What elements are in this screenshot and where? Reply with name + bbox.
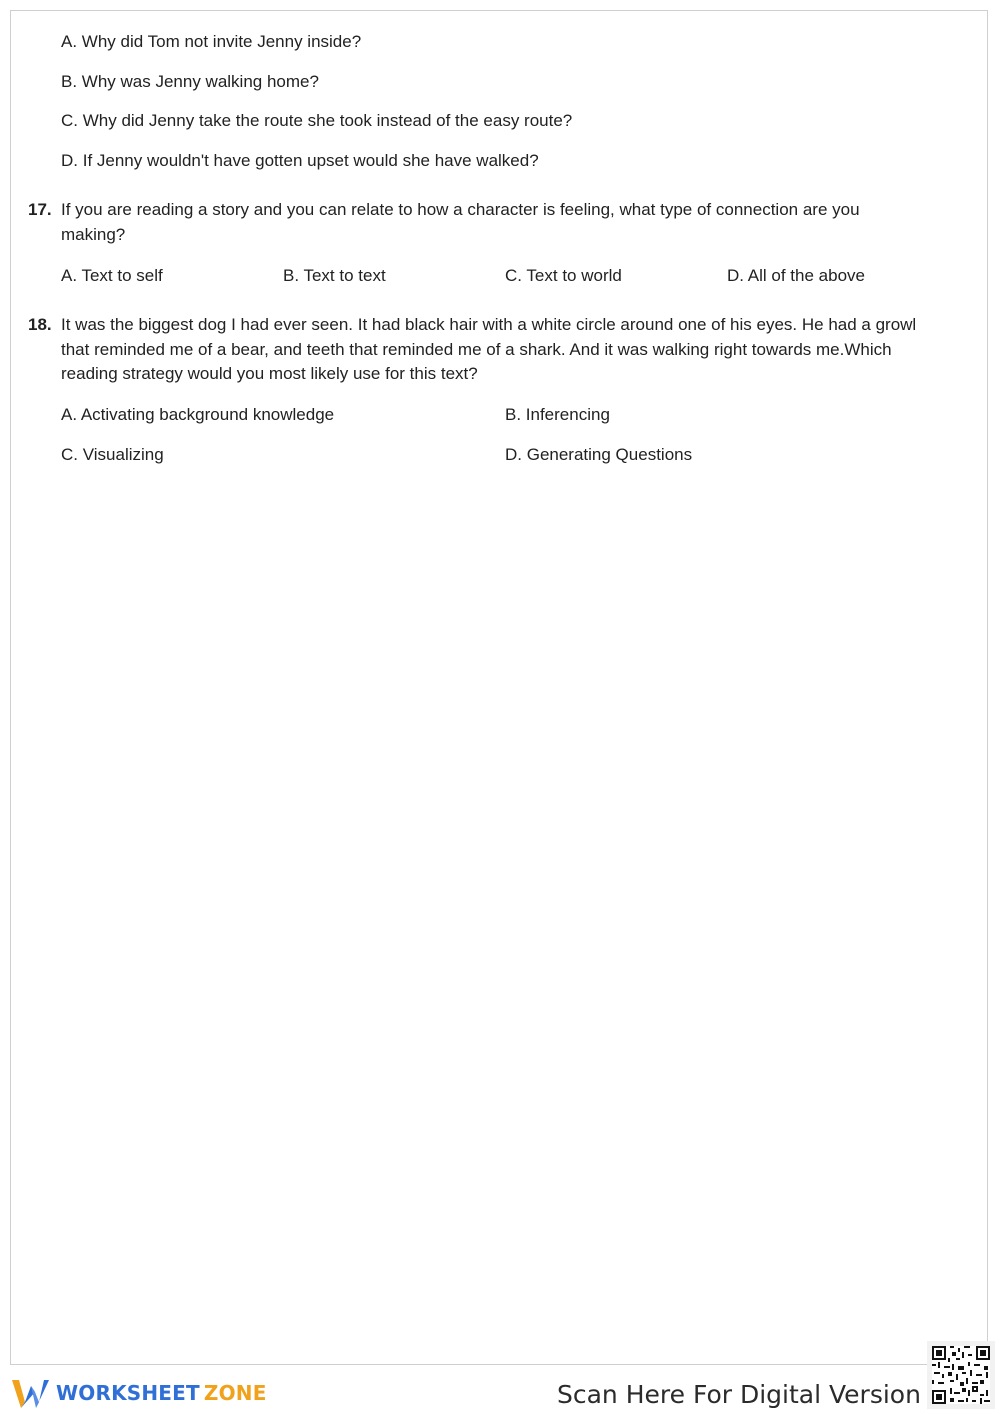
q18-option-b: B. Inferencing [505, 405, 610, 424]
q17-option-c: C. Text to world [505, 266, 622, 285]
qr-code-icon[interactable] [927, 1341, 995, 1409]
scan-label: Scan Here For Digital Version [557, 1380, 921, 1409]
brand-name [56, 1381, 267, 1405]
q18-number: 18. [28, 315, 52, 334]
brand-name-part1: WORKSHEET [56, 1381, 200, 1405]
q18-text: It was the biggest dog I had ever seen. It had black hair with a white circle around one of his eyes. He had a growl that reminded me of a bear, and teeth that reminded me of a shark. And it was walking right towards me.Which reading strategy would you most likely use for this text? [61, 315, 917, 383]
brand-name-part2: ZONE [203, 1381, 267, 1405]
q17-option-a: A. Text to self [61, 266, 163, 285]
worksheetzone-w-icon [10, 1376, 50, 1410]
worksheetzone-logo[interactable] [10, 1376, 267, 1410]
q18-option-c: C. Visualizing [61, 445, 164, 464]
q18-option-d: D. Generating Questions [505, 445, 693, 464]
q16-option-d: D. If Jenny wouldn't have gotten upset would she have walked? [61, 151, 539, 170]
q17-option-b: B. Text to text [283, 266, 386, 285]
q18-option-a: A. Activating background knowledge [61, 405, 335, 424]
q16-option-a: A. Why did Tom not invite Jenny inside? [61, 32, 362, 51]
q17-number: 17. [28, 200, 52, 219]
qr-code-graphic [932, 1346, 990, 1404]
q17-option-d: D. All of the above [727, 266, 865, 285]
q16-option-c: C. Why did Jenny take the route she took instead of the easy route? [61, 111, 573, 130]
q17-text: If you are reading a story and you can relate to how a character is feeling, what type of connection are you making? [61, 200, 860, 244]
q16-option-b: B. Why was Jenny walking home? [61, 72, 319, 91]
